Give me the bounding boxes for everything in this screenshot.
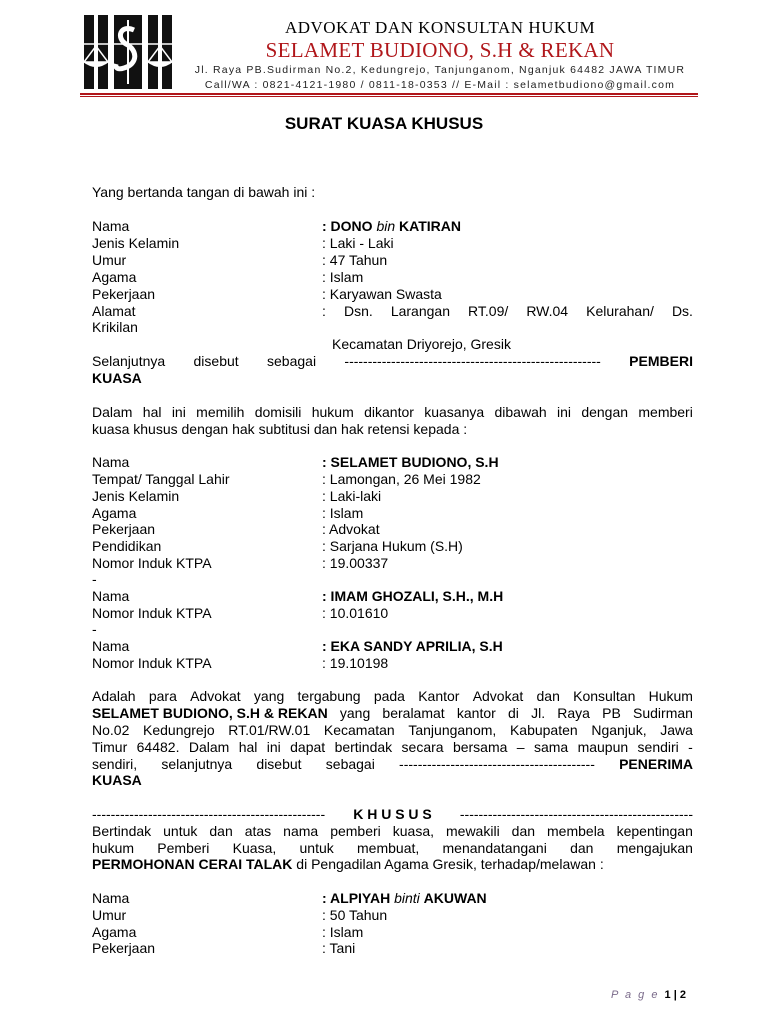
grantor-religion-label: Agama [92, 269, 137, 285]
grantor-occupation: : Karyawan Swasta [322, 286, 442, 302]
attorney1-religion-label: Agama [92, 505, 137, 521]
office-para-line4: Timur 64482. Dalam hal ini dapat bertindak secara bersama – sama maupun sendiri - [92, 739, 693, 755]
attorney1-gender-label: Jenis Kelamin [92, 488, 180, 504]
document-title: SURAT KUASA KHUSUS [284, 114, 484, 133]
respondent-occupation-label: Pekerjaan [92, 940, 156, 956]
attorney1-name-label: Nama [92, 454, 130, 470]
page-number: 1 | 2 [664, 989, 686, 1001]
respondent-name-label: Nama [92, 890, 130, 906]
grantor-age: : 47 Tahun [322, 252, 388, 268]
attorney1-name: : SELAMET BUDIONO, S.H [322, 454, 499, 470]
grantor-occupation-label: Pekerjaan [92, 286, 156, 302]
office-para-line3: No.02 Kedungrejo RT.01/RW.01 Kecamatan Tanjunganom, Kabupaten Nganjuk, Jawa [92, 722, 693, 738]
grantor-age-label: Umur [92, 252, 127, 268]
attorney3-ktpa-label: Nomor Induk KTPA [92, 655, 212, 671]
grantor-address: : Dsn. Larangan RT.09/ RW.04 Kelurahan/ Ds. [322, 303, 693, 319]
khusus-line3: PERMOHONAN CERAI TALAK di Pengadilan Agama Gresik, terhadap/melawan : [92, 856, 604, 872]
respondent-age: : 50 Tahun [322, 907, 388, 923]
respondent-age-label: Umur [92, 907, 127, 923]
page-footer: P a g e 1 | 2 [611, 989, 686, 1001]
letterhead-rule [80, 93, 698, 95]
attorney1-birth-label: Tempat/ Tanggal Lahir [92, 471, 230, 487]
attorney1-occupation: : Advokat [322, 521, 380, 537]
attorney1-ktpa: : 19.00337 [322, 555, 389, 571]
khusus-line1: Bertindak untuk dan atas nama pemberi kuasa, mewakili dan membela kepentingan [92, 823, 693, 839]
grantor-role: Selanjutnya disebut sebagai ------------------------------------------------------- PEMBERI [92, 353, 693, 369]
grantor-name: : DONO bin KATIRAN [322, 218, 461, 234]
grantor-religion: : Islam [322, 269, 364, 285]
respondent-religion: : Islam [322, 924, 364, 940]
grantor-role-wrap: KUASA [92, 370, 142, 386]
office-para-line1: Adalah para Advokat yang tergabung pada Kantor Advokat dan Konsultan Hukum [92, 688, 693, 704]
respondent-religion-label: Agama [92, 924, 137, 940]
letterhead-rule-thin [80, 96, 698, 97]
attorney2-ktpa: : 10.01610 [322, 605, 389, 621]
office-para-line6: KUASA [92, 772, 142, 788]
attorney1-religion: : Islam [322, 505, 364, 521]
attorney1-education-label: Pendidikan [92, 538, 162, 554]
attorney1-ktpa-label: Nomor Induk KTPA [92, 555, 212, 571]
intro-text: Yang bertanda tangan di bawah ini : [92, 184, 316, 200]
khusus-heading: -------------------------------------------------- K H U S U S -------------------------------------------------- [92, 806, 693, 822]
attorney3-ktpa: : 19.10198 [322, 655, 389, 671]
attorney1-education: : Sarjana Hukum (S.H) [322, 538, 463, 554]
office-para-line2: SELAMET BUDIONO, S.H & REKAN yang beralamat kantor di Jl. Raya PB Sudirman [92, 705, 693, 721]
grantor-address-wrap: Krikilan [92, 319, 138, 335]
attorney-separator-2: - [92, 621, 97, 637]
attorney1-birth: : Lamongan, 26 Mei 1982 [322, 471, 481, 487]
grantor-address-label: Alamat [92, 303, 136, 319]
attorney2-name: : IMAM GHOZALI, S.H., M.H [322, 588, 504, 604]
grantor-name-label: Nama [92, 218, 130, 234]
respondent-occupation: : Tani [322, 940, 356, 956]
letterhead-line1: ADVOKAT DAN KONSULTAN HUKUM [284, 18, 596, 37]
khusus-line2: hukum Pemberi Kuasa, untuk membuat, menandatangani dan mengajukan [92, 840, 693, 856]
grantor-gender: : Laki - Laki [322, 235, 394, 251]
domicile-line1: Dalam hal ini memilih domisili hukum dikantor kuasanya dibawah ini dengan memberi [92, 404, 693, 420]
scales-of-justice-logo [80, 12, 176, 92]
grantor-address-line2: Kecamatan Driyorejo, Gresik [332, 336, 511, 352]
attorney3-name: : EKA SANDY APRILIA, S.H [322, 638, 503, 654]
attorney-separator-1: - [92, 571, 97, 587]
domicile-line2: kuasa khusus dengan hak subtitusi dan hak retensi kepada : [92, 421, 468, 437]
attorney1-occupation-label: Pekerjaan [92, 521, 156, 537]
attorney2-ktpa-label: Nomor Induk KTPA [92, 605, 212, 621]
attorney3-name-label: Nama [92, 638, 130, 654]
attorney2-name-label: Nama [92, 588, 130, 604]
letterhead-contact: Call/WA : 0821-4121-1980 / 0811-18-0353 // E-Mail : selametbudiono@gmail.com [204, 79, 676, 91]
office-para-line5: sendiri, selanjutnya disebut sebagai ------------------------------------------ PENERIMA [92, 756, 693, 772]
grantor-gender-label: Jenis Kelamin [92, 235, 180, 251]
respondent-name: : ALPIYAH binti AKUWAN [322, 890, 487, 906]
letterhead-firm-name: SELAMET BUDIONO, S.H & REKAN [265, 38, 615, 62]
letterhead-address: Jl. Raya PB.Sudirman No.2, Kedungrejo, Tanjunganom, Nganjuk 64482 JAWA TIMUR [194, 64, 686, 76]
attorney1-gender: : Laki-laki [322, 488, 382, 504]
